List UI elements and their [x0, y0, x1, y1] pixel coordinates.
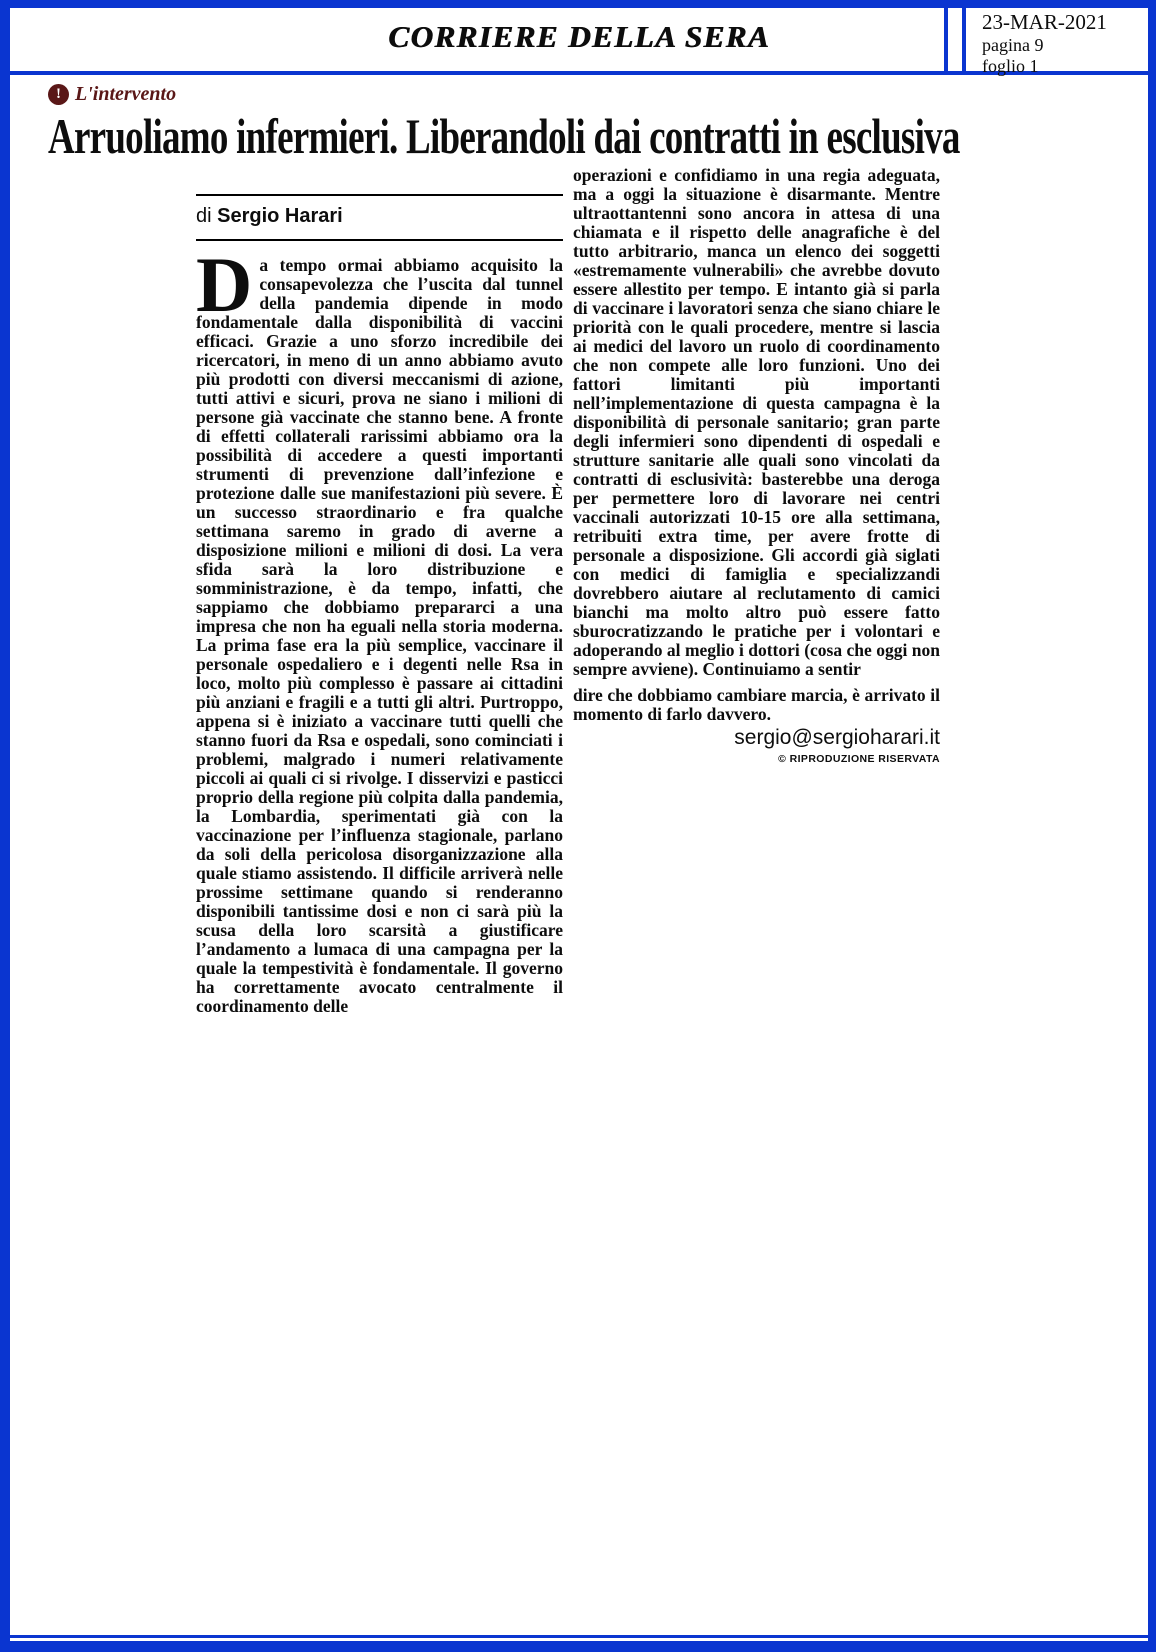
article [10, 75, 1148, 1016]
drop-cap: D [196, 241, 253, 328]
column-2-paragraph-2: dire che dobbiamo cambiare marcia, è arrivato il momento di farlo davvero. [573, 685, 940, 724]
body-text-column-1 [196, 241, 563, 1016]
kicker-label: L'intervento [75, 82, 177, 105]
bottom-frame-rule [10, 1635, 1148, 1638]
byline [196, 194, 563, 241]
exclamation-badge-icon: ! [48, 84, 69, 105]
article-columns [196, 166, 940, 1016]
byline-author: Sergio Harari [217, 205, 343, 227]
article-kicker [48, 82, 1148, 106]
edition-info-box [962, 8, 1148, 76]
column-1-text: a tempo ormai abbiamo acquisito la consapevolezza che l’uscita dal tunnel della pandemia dipende in modo fondamentale dalla disponibilità di vaccini efficaci. Grazie a uno sforzo incredibile dei ricercatori, in meno di un anno abbiamo avuto più prodotti con diversi meccanismi di azione, tutti attivi e sicuri, prova ne siano i milioni di persone già vaccinate che stanno bene. A fronte di effetti collaterali rarissimi abbiamo ora la possibilità di accedere a questi importanti strumenti di prevenzione dall’infezione e protezione dalle sue manifestazioni più severe. È un successo straordinario e fra qualche settimana saremo in grado di averne a disposizione milioni e milioni di dosi. La vera sfida sarà la loro distribuzione e somministrazione, è da tempo, infatti, che sappiamo che dobbiamo prepararci a una impresa che non ha eguali nella storia moderna. La prima fase era la più semplice, vaccinare il personale ospedaliero e i degenti nelle Rsa in loco, molto più complesso è passare ai cittadini più anziani e fragili e a tutti gli altri. Purtroppo, appena si è iniziato a vaccinare tutti quelli che stanno fuori da Rsa e ospedali, sono cominciati i problemi, malgrado i numeri relativamente piccoli ai quali ci si rivolge. I disservizi e pasticci proprio della regione più colpita dalla pandemia, la Lombardia, sperimentati già con la vaccinazione per l’influenza stagionale, parlano da soli della pericolosa disorganizzazione alla quale stiamo assistendo. Il difficile arriverà nelle prossime settimane quando si renderanno disponibili tantissime dosi e non ci sarà più la scusa della loro scarsità a giustificare l’andamento a lumaca di una campagna per la quale la tempestività è fondamentale. Il governo ha correttamente avocato centralmente il coordinamento delle [196, 255, 563, 1016]
column-2-paragraph-1: operazioni e confidiamo in una regia adeguata, ma a oggi la situazione è disarmante. Mentre ultraottantenni sono ancora in attesa di una chiamata e il rispetto delle anagrafiche è del tutto arbitrario, manca un elenco dei soggetti «estremamente vulnerabili» che avrebbe dovuto essere allestito per tempo. E intanto già si parla di vaccinare i lavoratori senza che siano chiare le priorità con le quali procedere, mentre si lascia ai medici del lavoro un ruolo di coordinamento che non compete alle loro funzioni. Uno dei fattori limitanti più importanti nell’implementazione di questa campagna è la disponibilità di personale sanitario; gran parte degli infermieri sono dipendenti di ospedali e strutture sanitarie alle quali sono vincolati da contratti di esclusività: basterebbe una deroga per permettere loro di lavorare nei centri vaccinali autorizzati 10-15 ore alla settimana, retribuiti extra time, per avere frotte di personale a disposizione. Gli accordi già siglati con medici di famiglia e specializzandi dovrebbero aiutare al reclutamento di camici bianchi ma molto altro può essere fatto sburocratizzando le pratiche per i volontari e adoperando al meglio i dottori (cosa che oggi non sempre avviene). Continuiamo a sentir [573, 165, 940, 679]
article-column-left [196, 166, 563, 1016]
author-email: sergio@sergioharari.it [734, 726, 940, 749]
masthead-title: CORRIERE DELLA SERA [388, 19, 770, 54]
edition-sheet-number: foglio 1 [982, 56, 1039, 76]
article-column-right [573, 166, 940, 1016]
edition-page-number: pagina 9 [982, 35, 1044, 55]
edition-date: 23-MAR-2021 [982, 10, 1107, 34]
page-header [10, 8, 1148, 75]
byline-prefix: di [196, 205, 218, 227]
copyright-notice: © RIPRODUZIONE RISERVATA [778, 753, 940, 765]
header-divider-line [944, 8, 948, 71]
article-headline: Arruoliamo infermieri. Liberandoli dai contratti in esclusiva [48, 108, 960, 164]
